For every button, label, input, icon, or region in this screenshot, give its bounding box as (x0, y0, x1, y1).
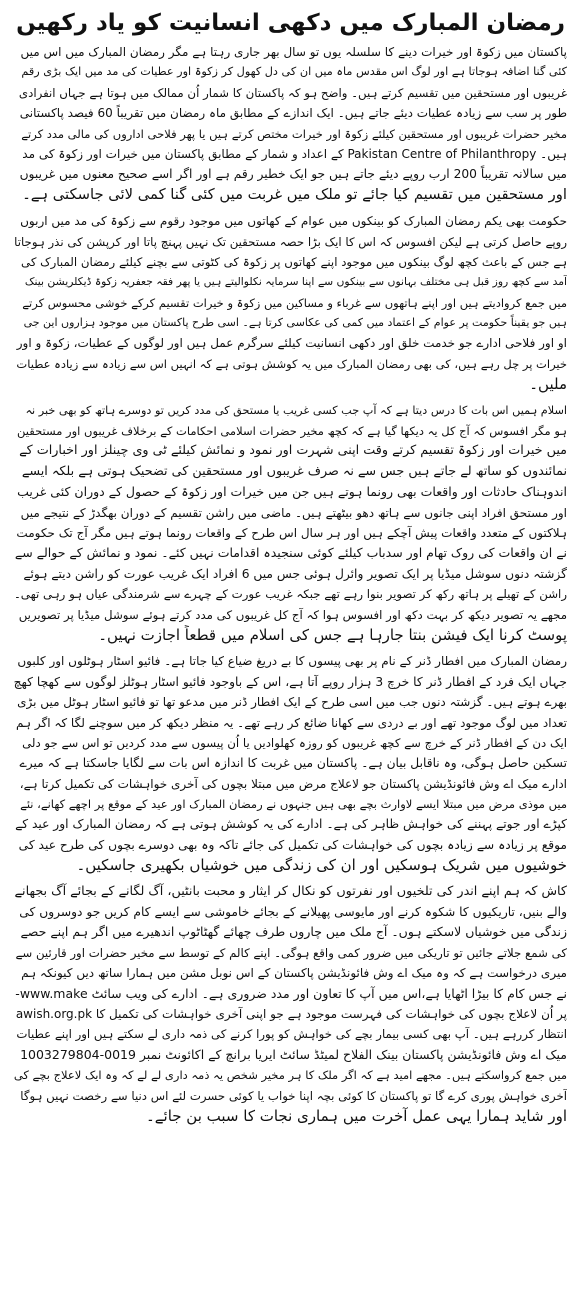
text-line: awish.org.pk پر اُن لاعلاج بچوں کی خواہشات کی فہرست موجود ہے جو اپنی آخری خواہشات کی تکمیل کا (15, 1006, 567, 1021)
text-line: نے جس کام کا بیڑا اٹھایا ہے،اس میں آپ کا تعاون اور مدد ضروری ہے۔ ادارے کی ویب سائٹ www.make- (15, 985, 567, 1001)
text-line: اور مستحق افراد اپنی جانوں سے ہاتھ دھو بیٹھتے ہیں۔ ماضی میں راشن تقسیم کے دوران بھگدڑ کے نتیجے میں (20, 505, 567, 520)
text-line: آمد سے کچھ روز قبل ہی مختلف بہانوں سے بینکوں سے اپنا سرمایہ نکلوالیتے ہیں یا پھر فقہ جعفریہ زکوۃ ڈیکلریشن بینک (24, 275, 567, 289)
text-line: میں جمع کروادیتے ہیں اور اپنے ہاتھوں سے غرباء و مساکین میں زکوۃ و خیرات تقسیم کرکے خوشی محسوس کرتے (22, 295, 567, 310)
text-line: تسکین حاصل ہوگی، وہ ناقابل بیان ہے۔ پاکستان میں غربت کا اندازہ اس بات سے لگایا جاسکتا ہے کہ میرے (19, 756, 567, 771)
text-line: روپے حاصل کرتی ہے لیکن افسوس کہ اس کا ایک بڑا حصہ مستحقین تک نہیں پہنچ پاتا اور کرپشن کی نذر ہوجاتا (14, 234, 567, 249)
article-headline: رمضان المبارک میں دکھی انسانیت کو یاد رکھیں (16, 10, 565, 36)
text-line: آخری خواہش پوری کرے گا تو پاکستان کا کوئی بچہ اپنا خواب یا کوئی حسرت لئے اس دنیا سے رخصت نہیں ہوگا (20, 1088, 567, 1103)
text-line: ہلاکتوں کے متعدد واقعات پیش آچکے ہیں اور ہر سال اس طرح کے واقعات رونما ہوتے ہیں مگر آج تک حکومت (16, 525, 567, 540)
text-line: او اور فلاحی ادارے جو خدمت خلق اور دکھی انسانیت کیلئے سرگرم عمل ہیں اور لوگوں کے عطیات، زکوۃ و اور (16, 336, 567, 351)
text-line: خوشیوں میں شریک ہوسکیں اور ان کی زندگی میں خوشیاں بکھیری جاسکیں۔ (76, 856, 567, 875)
text-line: طور پر سب سے زیادہ عطیات دیئے جاتے ہیں۔ ایک اندازے کے مطابق ماہ رمضان میں تقریباً 60 فیصد پاکستانی (19, 106, 567, 121)
text-line: میں خیرات اور زکوۃ تقسیم کرتے وقت اپنی شہرت اور نمود و نمائش کیلئے ٹی وی چینلز اور اخبارات کے (19, 443, 567, 459)
text-line: میں موذی مرض میں مبتلا ایسے لاوارث بچے بھی ہیں جنہوں نے رمضان المبارک اور عید کے موقع پر اچھے کھانے، نئے (20, 797, 567, 812)
article-paragraph (14, 42, 567, 205)
text-line: نے ان واقعات کی روک تھام اور سدباب کیلئے کوئی سنجیدہ اقدامات نہیں کئے۔ نمود و نمائش کے حوالے سے (14, 545, 567, 561)
text-line: والے بنیں، تاریکیوں کا شکوہ کرنے اور مایوسی پھیلانے کے بجائے خاموشی سے ایسے کام کریں جو دوسروں کی (19, 905, 567, 920)
text-line: خیرات پر چل رہے ہیں، کی بھی رمضان المبارک میں یہ کوشش ہوتی ہے کہ انہیں اس سے زیادہ سے زیادہ عطیات (16, 356, 567, 371)
text-line: میں سالانہ تقریباً 200 ارب روپے دیئے جاتے ہیں جو ایک خطیر رقم ہے اور اگر اسے صحیح معنوں میں غریبوں (19, 167, 567, 182)
text-line: مجھے یہ تصویر دیکھ کر بہت دکھ اور افسوس ہوا کہ آج کل غریبوں کی مدد کرتے ہوئے سوشل میڈیا پر تصویریں (18, 607, 567, 622)
text-line: میں جمع کرواسکتے ہیں۔ مجھے امید ہے کہ اگر ملک کا ہر مخیر شخص یہ ذمہ داری لے لے کہ وہ ایک لاعلاج بچے کی (14, 1068, 567, 1083)
article-paragraph (14, 401, 567, 646)
text-line: اور مستحقین میں تقسیم کیا جائے تو ملک میں غربت میں کئی گنا کمی لائی جاسکتی ہے۔ (22, 185, 567, 203)
text-line: اندوہناک حادثات اور واقعات بھی رونما ہوتے ہیں جن میں خیرات اور زکوۃ کے حصول کے دوران کئی غریب (17, 484, 567, 500)
article-paragraph (14, 882, 567, 1127)
text-line: کپڑے اور جوتے پہننے کی خواہش ظاہر کی ہے۔ ادارے کی یہ کوشش ہوتی ہے کہ رمضان المبارک اور عید کے (15, 817, 567, 832)
text-line: مخیر حضرات غریبوں اور مستحقین کیلئے زکوۃ اور خیرات مختص کرتے ہیں یا پھر فلاحی اداروں کی مالی مدد کرتے (21, 126, 567, 141)
text-line: حکومت بھی یکم رمضان المبارک کو بینکوں میں عوام کے کھاتوں میں موجود رقوم سے زکوۃ کی مد میں اربوں (20, 214, 567, 229)
text-line: ہیں جو یقیناً حکومت پر عوام کے اعتماد میں کمی کی عکاسی کرتا ہے۔ اسی طرح پاکستان میں موجود ہزاروں این جی (23, 316, 567, 330)
text-line: ملیں۔ (529, 375, 567, 394)
text-line: کاش کہ ہم اپنے اندر کی تلخیوں اور نفرتوں کو نکال کر ایثار و محبت بانٹیں، آگ لگانے کے بجائے آگ بجھانے (14, 883, 567, 899)
text-line: ہو مگر افسوس کہ آج کل یہ دیکھا گیا ہے کہ کچھ مخیر حضرات اسلامی احکامات کے برخلاف غریبوں اور مستحقین (17, 424, 567, 439)
text-line: راشن کے تھیلے پر ہاتھ رکھ کر تصویر بنوا رہے تھے جبکہ غریب عورت کے چہرے سے شرمندگی عیاں ہو رہی تھی۔ (14, 587, 567, 602)
text-line: ایک دن کے افطار ڈنر کے خرچ سے کچھ غریبوں کو روزہ کھلوادیں یا اُن پیسوں سے مدد کردیں تو اس سے جو دلی (22, 735, 567, 750)
text-line: اور شاید ہمارا یہی عمل آخرت میں ہماری نجات کا سبب بن جائے۔ (145, 1106, 567, 1125)
text-line: ہے جس کے باعث کچھ لوگ بینکوں میں موجود اپنے کھاتوں پر زکوۃ کی کٹوتی سے بچنے کیلئے رمضان المبارک کی (21, 254, 567, 269)
text-line: اسلام ہمیں اس بات کا درس دیتا ہے کہ آپ جب کسی غریب یا مستحق کی مدد کریں تو دوسرے ہاتھ کو بھی خبر نہ (25, 403, 567, 417)
article-paragraph (14, 211, 567, 395)
text-line: تعداد میں لوگ موجود تھے اور بے دردی سے کھانا ضائع کر رہے تھے۔ یہ منظر دیکھ کر میں سوچنے لگا کہ اگر ہم (16, 715, 567, 730)
article-paragraph (14, 651, 567, 875)
text-line: زندگی میں خوشیاں لاسکتے ہوں۔ آج ملک میں چاروں طرف چھائے گھٹاٹوپ اندھیرے میں اگر ہم اپنے حصے (20, 924, 567, 940)
text-line: انتظار کررہے ہیں۔ آپ بھی کسی بیمار بچے کی خواہش کو پورا کرنے کی ذمہ داری لے سکتے ہیں اور اپنے عطیات (16, 1027, 567, 1042)
text-line: ادارے میک اے وش فائونڈیشن پاکستان جو لاعلاج مرض میں مبتلا بچوں کی آخری خواہشات کی تکمیل کرتا ہے، (19, 776, 567, 791)
text-line: کی شمع جلاتے جائیں تو تاریکی میں ضرور کمی واقع ہوگی۔ اپنے کالم کے توسط سے مخیر حضرات اور قارئین سے (15, 945, 567, 960)
text-line: بھرے ہوتے ہیں۔ گزشتہ دنوں جب میں اسی طرح کے ایک افطار ڈنر میں مدعو تھا تو فائیو اسٹار ہوٹل میں بڑی (17, 695, 567, 710)
text-line: نمائندوں کو ساتھ لے جاتے ہیں جس سے نہ صرف غریبوں اور مستحقین کی تضحیک ہوتی ہے بلکہ ایسے (21, 463, 567, 479)
text-line: غریبوں اور مستحقین میں تقسیم کرتے ہیں۔ واضح ہو کہ پاکستان کا شمار اُن ممالک میں ہوتا ہے جہاں انفرادی (18, 85, 567, 100)
text-line: میک اے وش فائونڈیشن پاکستان بینک الفلاح لمیٹڈ سائٹ ایریا برانچ کے اکائونٹ نمبر 0019-1003279804 (20, 1046, 567, 1062)
text-line: گزشتہ دنوں سوشل میڈیا پر ایک تصویر وائرل ہوئی جس میں 6 افراد ایک غریب عورت کو راشن دیتے ہوئے (23, 566, 567, 581)
text-line: موقع پر زیادہ سے زیادہ بچوں کی خواہشات کی تکمیل کی جائے تاکہ وہ بھی دوسرے بچوں کی طرح عید کی (18, 837, 567, 852)
text-line: کئی گنا اضافہ ہوجاتا ہے اور لوگ اس مقدس ماہ میں ان کی دل کھول کر زکوۃ اور عطیات کی مد میں ایک بڑی رقم (21, 65, 567, 79)
text-line: پوسٹ کرنا ایک فیشن بنتا جارہا ہے جس کی اسلام میں قطعاً اجازت نہیں۔ (98, 625, 567, 644)
text-line: پاکستان میں زکوۃ اور خیرات دینے کا سلسلہ یوں تو سال بھر جاری رہتا ہے مگر رمضان المبارک میں اس میں (20, 45, 567, 59)
text-line: رمضان المبارک میں افطار ڈنر کے نام پر بھی پیسوں کا بے دریغ ضیاع کیا جاتا ہے۔ فائیو اسٹار ہوٹلوں اور کلبوں (17, 654, 567, 669)
text-line: میری درخواست ہے کہ وہ میک اے وش فائونڈیشن پاکستان کے اس نوبل مشن میں ہمارا ساتھ دیں کیونکہ ہم (21, 966, 567, 981)
text-line: ہیں۔ Pakistan Centre of Philanthropy کے اعداد و شمار کے مطابق پاکستان میں خیرات اور زکوۃ کی مد (22, 146, 567, 161)
article-body (14, 42, 567, 1126)
text-line: جہاں ایک فرد کے افطار ڈنر کا خرچ 3 ہزار روپے آتا ہے، اس کے باوجود فائیو اسٹار ہوٹلز لوگوں سے کھچا کھچ (14, 674, 567, 689)
